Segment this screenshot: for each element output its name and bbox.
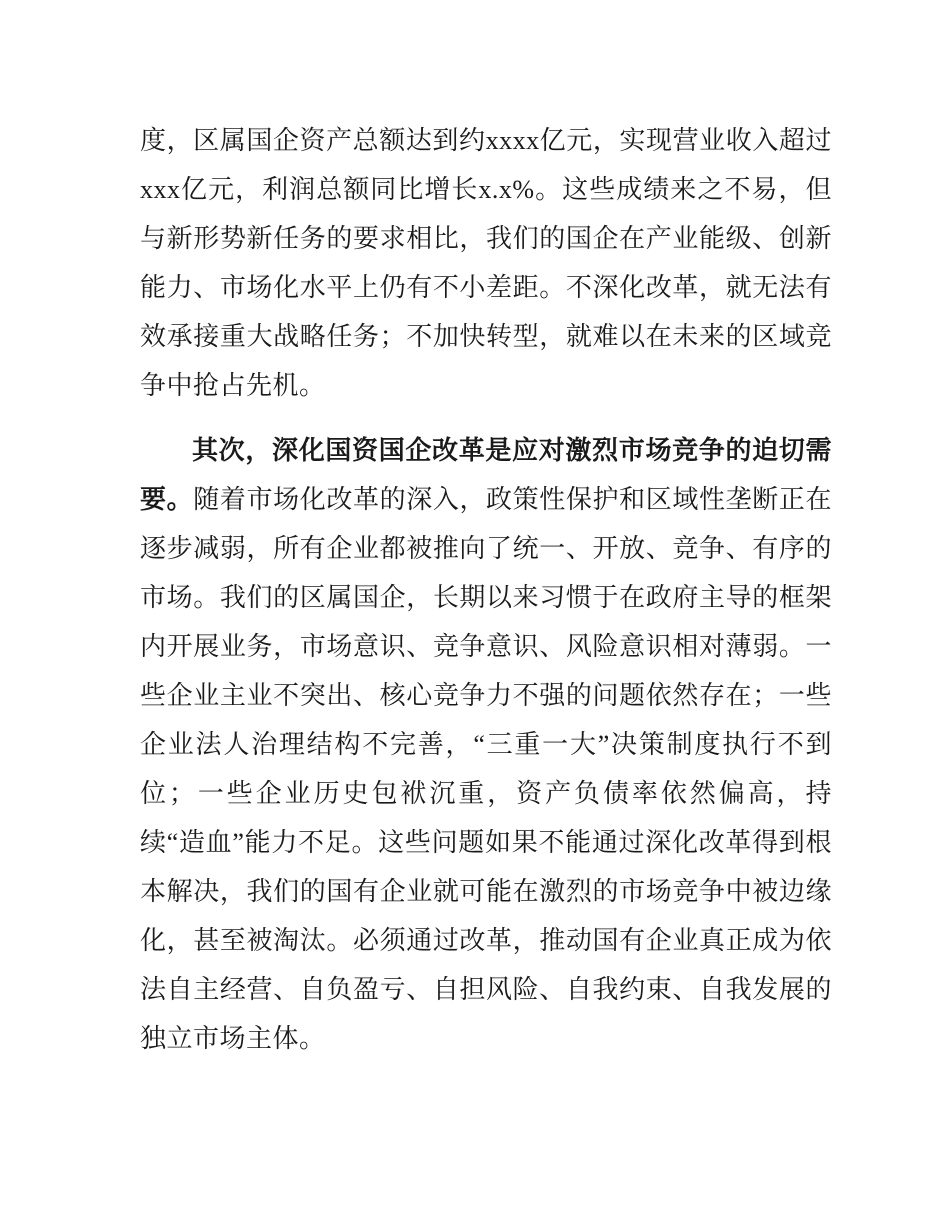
paragraph-bold-lead: 其次，深化国资国企改革是应对激烈市场竞争的迫切需要。	[140, 436, 832, 514]
paragraph-text: 随着市场化改革的深入，政策性保护和区域性垄断正在逐步减弱，所有企业都被推向了统一、开放、竞争、有序的市场。我们的区属国企，长期以来习惯于在政府主导的框架内开展业务，市场意识、竞争意识、风险意识相对薄弱。一些企业主业不突出、核心竞争力不强的问题依然存在；一些企业法人治理结构不完善，“三重一大”决策制度执行不到位；一些企业历史包袱沉重，资产负债率依然偏高，持续“造血”能力不足。这些问题如果不能通过深化改革得到根本解决，我们的国有企业就可能在激烈的市场竞争中被边缘化，甚至被淘汰。必须通过改革，推动国有企业真正成为依法自主经营、自负盈亏、自担风险、自我约束、自我发展的独立市场主体。	[140, 485, 832, 1053]
paragraph-text: 度，区属国企资产总额达到约xxxx亿元，实现营业收入超过xxx亿元，利润总额同比增长x.x%。这些成绩来之不易，但与新形势新任务的要求相比，我们的国企在产业能级、创新能力、市场化水平上仍有不小差距。不深化改革，就无法有效承接重大战略任务；不加快转型，就难以在未来的区域竞争中抢占先机。	[140, 126, 832, 400]
paragraph-continuation	[140, 116, 832, 410]
paragraph-body	[140, 426, 832, 1063]
